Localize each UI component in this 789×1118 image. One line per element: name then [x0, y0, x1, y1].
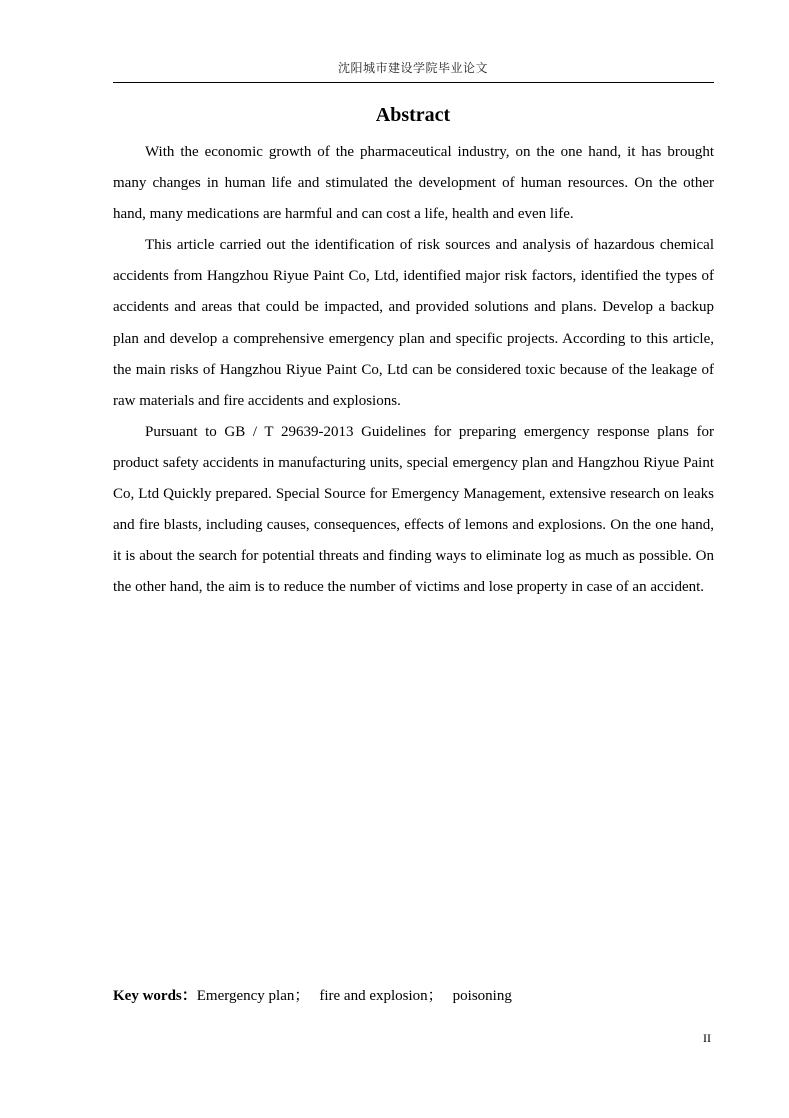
- abstract-paragraph: Pursuant to GB / T 29639-2013 Guidelines for preparing emergency response plans for product safety accidents in manufacturing units, special emergency plan and Hangzhou Riyue Paint Co, Ltd Quickly prepared. Special Source for Emergency Management, extensive research on leaks and fire blasts, including causes, consequences, effects of lemons and explosions. On the one hand, it is about the search for potential threats and finding ways to eliminate log as much as possible. On the other hand, the aim is to reduce the number of victims and lose property in case of an accident.: [113, 423, 714, 596]
- keywords-label: Key words：: [113, 988, 197, 1004]
- keyword-term: fire and explosion；: [319, 988, 443, 1004]
- abstract-paragraph: With the economic growth of the pharmaceutical industry, on the one hand, it has brought many changes in human life and stimulated the development of human resources. On the other hand, many medications are harmful and can cost a life, health and even life.: [113, 144, 714, 223]
- page-number: II: [703, 1031, 711, 1045]
- keyword-term: Emergency plan；: [196, 988, 310, 1004]
- keyword-term: poisoning: [452, 988, 512, 1004]
- keywords-line: [113, 984, 714, 1005]
- abstract-body: [113, 137, 714, 603]
- abstract-paragraph: This article carried out the identification of risk sources and analysis of hazardous chemical accidents from Hangzhou Riyue Paint Co, Ltd, identified major risk factors, identified the types of accidents and areas that could be impacted, and provided solutions and plans. Develop a backup plan and develop a comprehensive emergency plan and specific projects. According to this article, the main risks of Hangzhou Riyue Paint Co, Ltd can be considered toxic because of the leakage of raw materials and fire accidents and explosions.: [113, 237, 714, 409]
- running-header: 沈阳城市建设学院毕业论文: [337, 61, 488, 75]
- abstract-title: Abstract: [375, 104, 451, 126]
- header-divider: [113, 82, 714, 83]
